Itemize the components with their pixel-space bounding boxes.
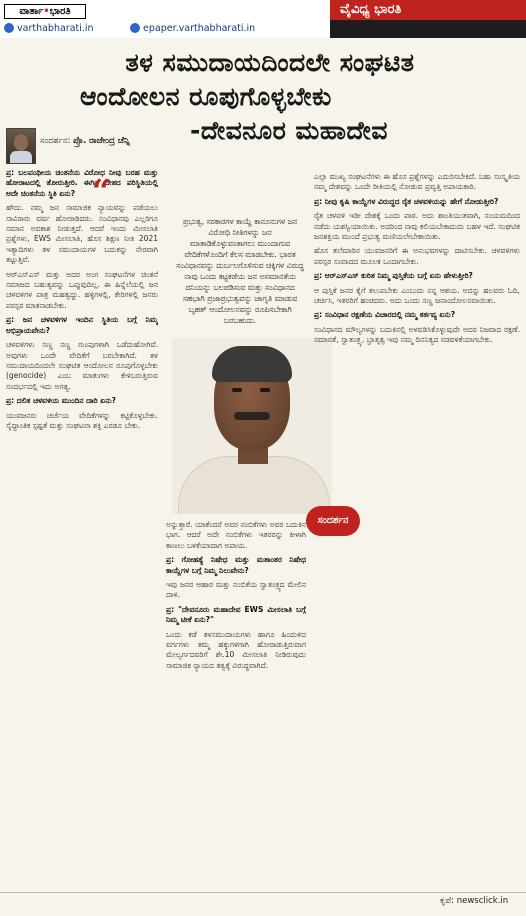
byline-label: ಸಂದರ್ಶನ: — [40, 136, 71, 146]
question-paragraph: ಪ್ರ: ಆರ್‌ಎಸ್‌ಎಸ್ ಕುರಿತ ನಿಮ್ಮ ಪುಸ್ತಿಕೆಯ ಬಗ್ಗೆ ಏನು ಹೇಳುತ್ತೀರಿ? — [314, 271, 473, 281]
site-url: varthabharati.in — [17, 23, 94, 34]
author-photo — [6, 128, 36, 164]
headline-line-1: ತಳ ಸಮುದಾಯದಿಂದಲೇ ಸಂಘಟಿತ — [125, 48, 415, 77]
portrait-shirt — [178, 456, 330, 514]
logo-left-text: ವಾರ್ತಾ — [19, 6, 44, 17]
headline-line-3: -ದೇವನೂರ ಮಹಾದೇವ — [190, 116, 388, 145]
question-paragraph: ಪ್ರ: ಜನ ಚಳವಳಿಗಳ ಇಂದಿನ ಸ್ಥಿತಿಯ ಬಗ್ಗೆ ನಿಮ್ಮ ಅಭಿಪ್ರಾಯವೇನು? — [6, 315, 158, 335]
answer-paragraph: ರೈತ ಚಳವಳಿ ಇಡೀ ದೇಶಕ್ಕೆ ಒಂದು ಪಾಠ. ಅದು ಶಾಂತಿಯುತವಾಗಿ, ಸಂಯಮದಿಂದ ನಡೆದು ಯಶಸ್ವಿಯಾಯಿತು. ಅದರಿಂದ ನಾವು ಕಲಿಯಬೇಕಾದುದು ಬಹಳ ಇದೆ. ಸಂಘಟಿತ ಜನಶಕ್ತಿಯ ಮುಂದೆ ಪ್ರಭುತ್ವ ಮಣಿಯಲೇಬೇಕಾಯಿತು. — [314, 211, 520, 242]
author-face — [14, 134, 28, 151]
interviewee-portrait — [172, 338, 332, 514]
author-name: ಪ್ರೊ. ರಾಜೇಂದ್ರ ಚೆನ್ನಿ — [73, 136, 130, 146]
answer-paragraph: ಹೌದು. ನಮ್ಮ ಜನ ಸಾಮಾಜಿಕ ನ್ಯಾಯವನ್ನು ಪಡೆಯಲು ಸಾವಿರಾರು ವರ್ಷ ಹೋರಾಡಿದರು. ಸಂವಿಧಾನವು ಎಲ್ಲರಿಗೂ ಸಮಾನ ಅವಕಾಶ ನೀಡುತ್ತದೆ. ಆದರೆ ಇಂದು ಮೀಸಲಾತಿ ಪ್ರಶ್ನೆಗಳು, EWS ಮೀಸಲಾತಿ, ಹೊಸ ಶಿಕ್ಷಣ ನೀತಿ 2021 ಇತ್ಯಾದಿಗಳು ತಳ ಸಮುದಾಯಗಳ ಬದುಕನ್ನು ನೇರವಾಗಿ ತಟ್ಟುತ್ತಿವೆ. — [6, 203, 158, 265]
question-paragraph: ಪ್ರ: ದಲಿತ ಚಳವಳಿಯ ಮುಂದಿನ ದಾರಿ ಏನು? — [6, 396, 116, 406]
epaper-url: epaper.varthabharati.in — [143, 23, 256, 34]
logo-right-text: ಭಾರತಿ — [49, 6, 71, 17]
question-paragraph: ಪ್ರ: "ದೇವನೂರು ಮಹಾದೇವ EWS ಮೀಸಲಾತಿ ಬಗ್ಗೆ ನಿಮ್ಮ ಟೀಕೆ ಏನು?" — [166, 604, 306, 625]
answer-paragraph: ಆ ಪುಸ್ತಿಕೆ ಜನರ ಕೈಗೆ ತಲುಪಬೇಕು ಎಂಬುದು ನನ್ನ ಆಶಯ. ಅದನ್ನು ಹಲವರು ಓದಿ, ಚರ್ಚಿಸಿ, ಇತರರಿಗೆ ಹಂಚಿದರು. ಅದು ಒಂದು ಸಣ್ಣ ಜನಾಂದೋಲನವಾಯಿತು. — [314, 285, 520, 306]
byline — [40, 136, 130, 146]
headline-line-2: ಆಂದೋಲನ ರೂಪುಗೊಳ್ಳಬೇಕು — [80, 82, 332, 111]
question-paragraph: ಪ್ರ: ಗೋಹತ್ಯೆ ನಿಷೇಧ ಮತ್ತು ಮತಾಂತರ ನಿಷೇಧ ಕಾಯ್ದೆಗಳ ಬಗ್ಗೆ ನಿಮ್ಮ ನಿಲುವೇನು? — [166, 555, 306, 575]
portrait-mustache — [234, 412, 270, 420]
globe-icon — [130, 23, 140, 33]
pull-quote: ಪ್ರಭುತ್ವ, ಸರಕಾರಗಳ ಕಾಯ್ದೆ ಕಾನೂನುಗಳ ಜನ ವಿರೋಧಿ ನೀತಿಗಳನ್ನು ಜನ ಮಾತಾಡಿಕೊಳ್ಳುವಂತಾಗಲು ಮುಂದಾಗುವ ವೇದಿಕೆಗಳೊಂದಿಗೆ ಕೆಲಸ ಮಾಡಬೇಕು. ಭಾರತ ಸಂವಿಧಾನವನ್ನು ದುರ್ಬಲಗೊಳಿಸುವ ಚಿಕ್ಕಿಗಳ ವಿರುದ್ಧ ನಾವು ಒಂದು ಕಟ್ಟಕಡೆಯ ಜನ ಅಸಮಾನತೆಯ ದನಿಯನ್ನು ಬಲಪಡಿಸುವ ಮತ್ತು ಸಂವಿಧಾನದ ಸಹಭಾಗಿ ಪ್ರಜಾಪ್ರಭುತ್ವವನ್ನು ಜಾಗೃತಿ ಮಾಡುವ ಬೃಹತ್ ಆಂದೋಲನವನ್ನು ರೂಪಿಸಬೇಕಾಗಿ ಬರಬಹುದು. — [176, 217, 304, 325]
portrait-left-eye — [232, 388, 242, 392]
answer-paragraph: ಯುವಜನರು ಚರ್ಚೆಯ ವೇದಿಕೆಗಳನ್ನು ಕಟ್ಟಿಕೊಳ್ಳಬೇಕು. ಸೈದ್ಧಾಂತಿಕ ಸ್ಪಷ್ಟತೆ ಮತ್ತು ಸಂಘಟನಾ ಶಕ್ತಿ ಎರಡೂ ಬೇಕು. — [6, 410, 158, 430]
answer-paragraph: ಅನ್ನುತ್ತಾರೆ. ಯಾಕೆಂದರೆ ಅವರ ನಂಬಿಕೆಗಳು ಅವರ ಬದುಕಿನ ಭಾಗ. ಆದರೆ ಅದೇ ನಂಬಿಕೆಗಳು ಇತರರನ್ನು ಕೀಳಾಗಿ ಕಾಣಲು ಬಳಕೆಯಾದಾಗ ಅಪಾಯ. — [166, 520, 306, 550]
middle-column — [166, 520, 306, 890]
question-paragraph: ಪ್ರ: ಬಲಪಂಥೀಯ ಚಿಂತನೆಯ ವಿರೋಧ ನೀವು ಬರಹ ಮತ್ತು ಹೋರಾಟದಲ್ಲಿ ತೋರುತ್ತೀರಿ. ಈಗಿನ ದೇಶದ ಪರಿಸ್ಥಿತಿಯಲ್ಲಿ ಅದೇ ಚಿಂತನೆಯ ಸ್ಥಿತಿ ಏನು? — [6, 168, 158, 198]
author-block — [6, 128, 156, 168]
answer-paragraph: ಆರ್‌ಎಸ್‌ಎಸ್ ಮತ್ತು ಅದರ ಅಂಗ ಸಂಘಟನೆಗಳ ಚಿಂತನೆ ಸಮಾಜದ ಬಹುತ್ವವನ್ನು ಒಪ್ಪುವುದಿಲ್ಲ. ಈ ಹಿನ್ನೆಲೆಯಲ್ಲಿ ಜನ ಚಳವಳಿಗಳ ಪಾತ್ರ ಮಹತ್ವದ್ದು. ಹಳ್ಳಿಗಳಲ್ಲಿ, ಕೇರಿಗಳಲ್ಲಿ ಜನರು ಪರಸ್ಪರ ಮಾತನಾಡಬೇಕು. — [6, 269, 158, 310]
logo-separator: • — [43, 6, 50, 17]
section-bar — [330, 20, 526, 38]
portrait-hair — [212, 346, 292, 382]
bottom-rule — [0, 892, 526, 893]
site-link[interactable] — [4, 21, 94, 37]
question-paragraph: ಪ್ರ: ನೀವು ಕೃಷಿ ಕಾಯ್ದೆಗಳ ವಿರುದ್ಧದ ರೈತ ಚಳವಳಿಯನ್ನು ಹೇಗೆ ನೋಡುತ್ತೀರಿ? — [314, 196, 499, 206]
masthead — [0, 0, 526, 38]
answer-paragraph: ಚಳವಳಿಗಳು ಸಣ್ಣ ಸಣ್ಣ ಗುಂಪುಗಳಾಗಿ ಒಡೆದುಹೋಗಿವೆ. ಅವುಗಳು ಒಂದೇ ವೇದಿಕೆಗೆ ಬರಬೇಕಾಗಿದೆ. ತಳ ಸಮುದಾಯದಿಂದಲೇ ಸಂಘಟಿತ ಆಂದೋಲನ ರೂಪುಗೊಳ್ಳಬೇಕು (genocide) ಎಂಬ ಮಾತುಗಳು ಕೇಳಿಬರುತ್ತಿರುವ ಸಂದರ್ಭದಲ್ಲಿ ಇದು ಅಗತ್ಯ. — [6, 340, 158, 391]
answer-paragraph: ಇವು ಜನರ ಆಹಾರ ಮತ್ತು ನಂಬಿಕೆಯ ಸ್ವಾತಂತ್ರ್ಯದ ಮೇಲಿನ ದಾಳಿ. — [166, 580, 306, 600]
quote-mark: “ — [92, 172, 111, 210]
credit-line: ಕೃಪೆ: newsclick.in — [440, 896, 509, 906]
author-shirt — [10, 151, 32, 163]
globe-icon — [4, 23, 14, 33]
masthead-left — [0, 0, 330, 38]
question-paragraph: ಪ್ರ: ಸಂವಿಧಾನ ರಕ್ಷಣೆಯ ವಿಚಾರದಲ್ಲಿ ನಮ್ಮ ಕರ್ತವ್ಯ ಏನು? — [314, 310, 456, 320]
portrait-right-eye — [260, 388, 270, 392]
right-column — [314, 172, 520, 888]
epaper-link[interactable] — [130, 21, 255, 37]
interview-stamp: ಸಂದರ್ಶನ — [306, 506, 360, 536]
section-title: ವೈವಿಧ್ಯ ಭಾರತಿ — [330, 0, 526, 20]
answer-paragraph: ಎಲ್ಲಾ ಮುಖ್ಯ ಸಂಘಟನೆಗಳು ಈ ಹೊಸ ಪ್ರಶ್ನೆಗಳನ್ನು ಎದುರಿಸಬೇಕಿದೆ. ಬಹು ಸಂಸ್ಕೃತಿಯ ನಮ್ಮ ದೇಶವನ್ನು ಒಂದೇ ರೀತಿಯಲ್ಲಿ ನೋಡುವ ಪ್ರವೃತ್ತಿ ಅಪಾಯಕಾರಿ. — [314, 172, 520, 192]
answer-paragraph: ಸಂವಿಧಾನದ ಮೌಲ್ಯಗಳನ್ನು ಬದುಕಿನಲ್ಲಿ ಅಳವಡಿಸಿಕೊಳ್ಳುವುದೇ ಅದರ ನಿಜವಾದ ರಕ್ಷಣೆ. ಸಮಾನತೆ, ಸ್ವಾತಂತ್ರ್ಯ, ಭ್ರಾತೃತ್ವ ಇವು ನಮ್ಮ ದಿನನಿತ್ಯದ ನಡವಳಿಕೆಯಾಗಬೇಕು. — [314, 324, 520, 345]
answer-paragraph: ಒಂದು ಕಡೆ ತಳಸಮುದಾಯಗಳು ಹಾಗೂ ಹಿಂದುಳಿದ ವರ್ಗಗಳು ತಮ್ಮ ಹಕ್ಕುಗಳಿಗಾಗಿ ಹೋರಾಡುತ್ತಿರುವಾಗ ಮೇಲ್ವರ್ಗದವರಿಗೆ ಶೇ.10 ಮೀಸಲಾತಿ ನೀಡಿರುವುದು ಸಾಮಾಜಿಕ ನ್ಯಾಯದ ತತ್ವಕ್ಕೆ ವಿರುದ್ಧವಾಗಿದೆ. — [166, 629, 306, 670]
newspaper-logo[interactable] — [4, 4, 86, 19]
left-column — [6, 168, 158, 888]
answer-paragraph: ಹೊಸ ತಲೆಮಾರಿನ ಯುವಜನರಿಗೆ ಈ ಅನುಭವಗಳನ್ನು ದಾಟಿಸಬೇಕು. ಚಳವಳಿಗಳು ಪರಸ್ಪರ ಸಂವಾದದ ಮೂಲಕ ಒಂದಾಗಬೇಕು. — [314, 246, 520, 266]
